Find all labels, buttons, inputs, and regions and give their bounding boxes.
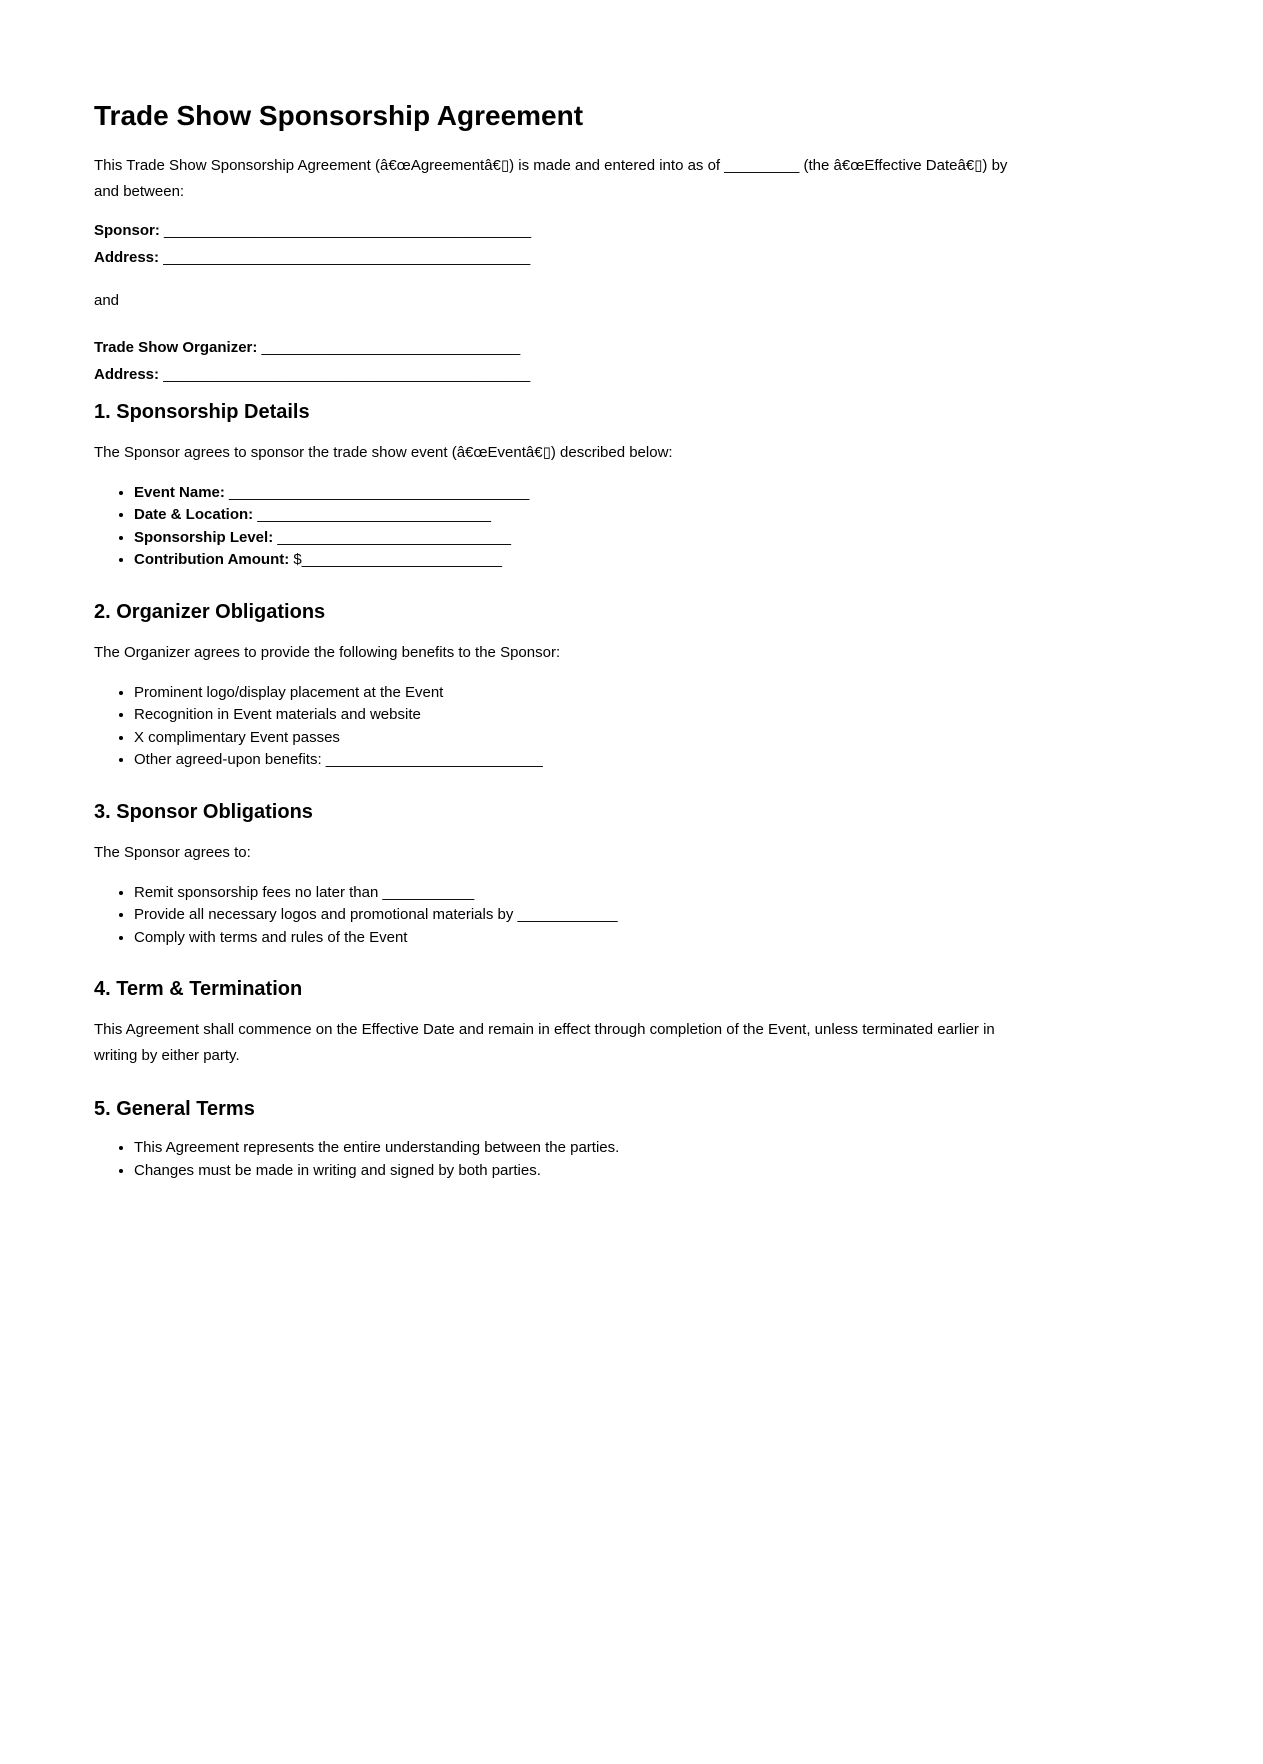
organizer-address-fill-in-blank: ____________________________________________ (163, 365, 531, 383)
sponsor-address-line (94, 244, 1014, 271)
section-5-heading: 5. General Terms (94, 1098, 255, 1121)
list-item (134, 927, 1014, 950)
bullet-text: Other agreed-upon benefits: (134, 751, 322, 769)
organizer-address-line (94, 361, 1014, 388)
list-item (134, 882, 1014, 905)
organizer-address-label: Address: (94, 365, 160, 383)
bullet-label: Event Name: (134, 483, 225, 501)
list-item (134, 1160, 1014, 1183)
sponsor-fill-in-blank: ____________________________________________ (164, 221, 532, 239)
list-item (134, 727, 1014, 750)
bullet-text: This Agreement represents the entire understanding between the parties. (134, 1139, 620, 1157)
bullet-blank: ________________________ (301, 551, 502, 569)
section-2-intro: The Organizer agrees to provide the following benefits to the Sponsor: (94, 643, 561, 661)
organizer-line (94, 334, 1014, 361)
bullet-text: Prominent logo/display placement at the Event (134, 683, 444, 701)
sponsor-address-label: Address: (94, 248, 160, 266)
section-3-intro: The Sponsor agrees to: (94, 843, 251, 861)
section-4-paragraph: This Agreement shall commence on the Effective Date and remain in effect through completion of the Event, unless terminated earlier in writing by either party. (94, 1021, 995, 1065)
bullet-blank: ____________________________ (257, 506, 491, 524)
bullet-text: Recognition in Event materials and website (134, 706, 421, 724)
section-2-heading: 2. Organizer Obligations (94, 600, 326, 623)
list-item (134, 749, 1014, 772)
bullet-blank: ___________ (382, 883, 475, 901)
document-title: Trade Show Sponsorship Agreement (94, 100, 584, 131)
organizer-block (94, 334, 1014, 388)
bullet-text: Provide all necessary logos and promotional materials by (134, 906, 514, 924)
bullet-text: Changes must be made in writing and signed by both parties. (134, 1161, 541, 1179)
sponsor-address-fill-in-blank: ____________________________________________ (163, 248, 531, 266)
list-item (134, 527, 1014, 550)
bullet-text: Remit sponsorship fees no later than (134, 883, 379, 901)
intro-paragraph: This Trade Show Sponsorship Agreement (â€œAgreementâ€▯) is made and entered into as of _________ (the â€œEffective Dateâ€▯) by and between: (94, 156, 1008, 200)
bullet-blank: ____________ (517, 906, 618, 924)
connector-and: and (94, 291, 120, 309)
section-1-intro: The Sponsor agrees to sponsor the trade show event (â€œEventâ€▯) described below: (94, 443, 673, 461)
list-item (134, 904, 1014, 927)
organizer-label: Trade Show Organizer: (94, 338, 258, 356)
bullet-prefix: $ (293, 551, 302, 569)
bullet-blank: ____________________________________ (229, 483, 530, 501)
sponsor-line (94, 217, 1014, 244)
list-item (134, 482, 1014, 505)
bullet-text: X complimentary Event passes (134, 728, 340, 746)
list-item (134, 682, 1014, 705)
list-item (134, 549, 1014, 572)
list-item (134, 504, 1014, 527)
section-3-list (94, 882, 1014, 950)
section-2-list (94, 682, 1014, 772)
section-5-list (94, 1137, 1014, 1182)
list-item (134, 1137, 1014, 1160)
section-1-list (94, 482, 1014, 572)
section-1-heading: 1. Sponsorship Details (94, 400, 310, 423)
sponsor-label: Sponsor: (94, 221, 160, 239)
bullet-label: Contribution Amount: (134, 551, 290, 569)
section-3-heading: 3. Sponsor Obligations (94, 800, 313, 823)
sponsor-block (94, 217, 1014, 271)
bullet-blank: __________________________ (325, 751, 543, 769)
list-item (134, 704, 1014, 727)
bullet-label: Date & Location: (134, 506, 254, 524)
bullet-text: Comply with terms and rules of the Event (134, 928, 408, 946)
bullet-label: Sponsorship Level: (134, 528, 274, 546)
section-4-heading: 4. Term & Termination (94, 978, 303, 1001)
organizer-fill-in-blank: _______________________________ (261, 338, 521, 356)
bullet-blank: ____________________________ (277, 528, 511, 546)
